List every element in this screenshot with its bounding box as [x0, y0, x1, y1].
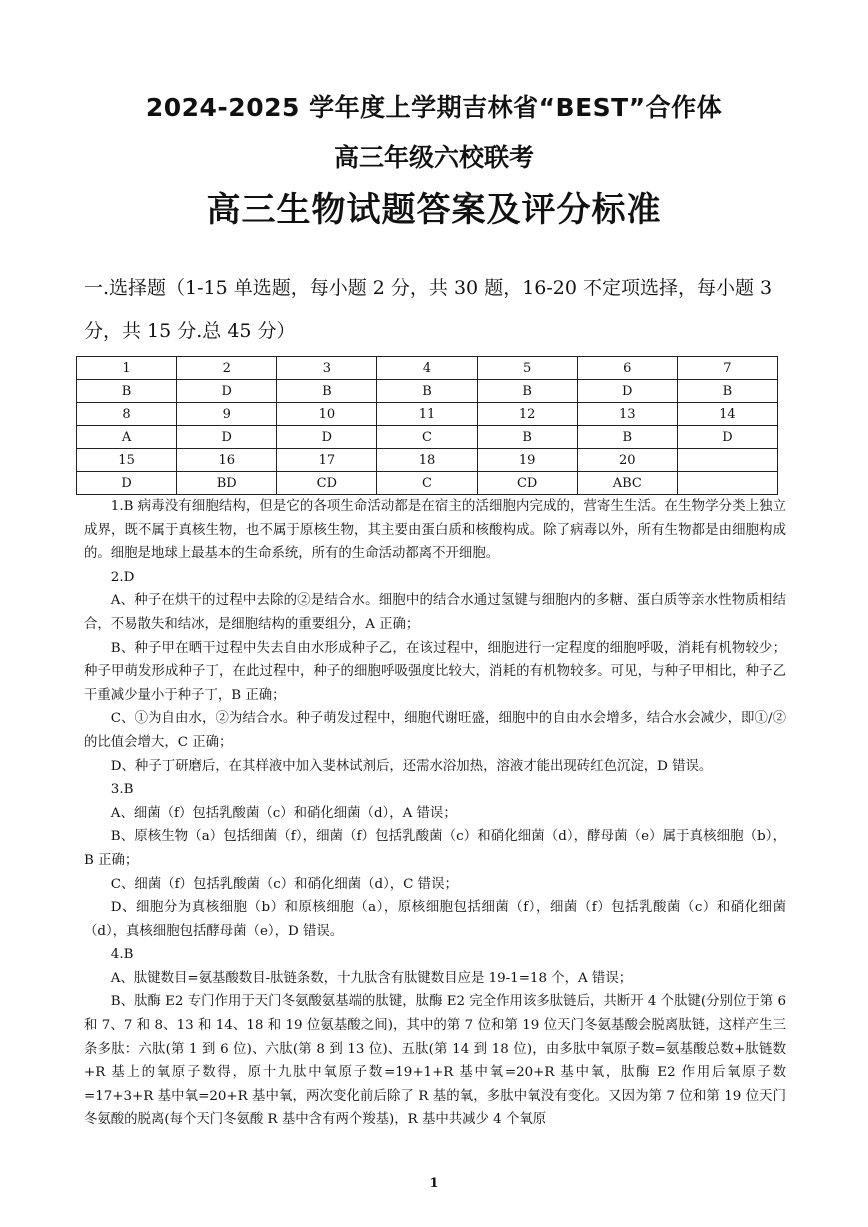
explanation-paragraph: C、细菌（f）包括乳酸菌（c）和硝化细菌（d），C 错误； — [110, 876, 458, 892]
table-cell: 5 — [477, 357, 577, 380]
table-row — [77, 426, 778, 449]
table-cell: 6 — [577, 357, 677, 380]
table-cell: B — [277, 380, 377, 403]
table-cell — [677, 449, 777, 472]
explanation-paragraph: D、细胞分为真核细胞（b）和原核细胞（a），原核细胞包括细菌（f），细菌（f）包括乳酸菌（c）和硝化细菌（d），真核细胞包括酵母菌（e），D 错误。 — [84, 900, 786, 939]
table-cell: CD — [477, 472, 577, 495]
table-cell: D — [677, 426, 777, 449]
explanation-paragraph: C、①为自由水，②为结合水。种子萌发过程中，细胞代谢旺盛，细胞中的自由水会增多，结合水会减少，即①/②的比值会增大，C 正确； — [84, 711, 786, 750]
table-cell: 11 — [377, 403, 477, 426]
table-cell: BD — [177, 472, 277, 495]
table-cell: D — [277, 426, 377, 449]
table-row — [77, 380, 778, 403]
table-cell: C — [377, 426, 477, 449]
table-cell: 14 — [677, 403, 777, 426]
question-number: 4.B — [110, 947, 134, 963]
table-cell: B — [677, 380, 777, 403]
table-cell: 4 — [377, 357, 477, 380]
table-cell: D — [177, 426, 277, 449]
table-cell: C — [377, 472, 477, 495]
table-cell: B — [477, 426, 577, 449]
table-cell: B — [77, 380, 177, 403]
explanation-paragraph: A、肽键数目=氨基酸数目-肽链条数，十九肽含有肽键数目应是 19-1=18 个，A 错误； — [110, 970, 633, 986]
page-number: 1 — [429, 1176, 439, 1191]
table-cell: 10 — [277, 403, 377, 426]
table-row — [77, 472, 778, 495]
document-title-line-2: 高三年级六校联考 — [333, 143, 534, 172]
table-cell: ABC — [577, 472, 677, 495]
table-cell: B — [577, 426, 677, 449]
table-cell: 15 — [77, 449, 177, 472]
explanation-paragraph: B、肽酶 E2 专门作用于天门冬氨酸氨基端的肽键，肽酶 E2 完全作用该多肽链后，共断开 4 个肽键(分别位于第 6 和 7、7 和 8、13 和 14、18 和 19 位氨基酸之间)，其中的第 7 位和第 19 位天门冬氨基酸会脱离肽链，这样产生三条多肽：六肽(第 1 到 6 位)、六肽(第 8 到 13 位)、五肽(第 14 到 18 位)，由多肽中氧原子数=氨基酸总数+肽链数+R 基上的氧原子数得，原十九肽中氧原子数=19+1+R 基中氧=20+R 基中氧，肽酶 E2 作用后氧原子数=17+3+R 基中氧=20+R 基中氧，两次变化前后除了 R 基的氧，多肽中氧没有变化。又因为第 7 位和第 19 位天门冬氨酸的脱离(每个天门冬氨酸 R 基中含有两个羧基)，R 基中共减少 4 个氧原 — [84, 994, 786, 1128]
table-row — [77, 449, 778, 472]
table-cell: 12 — [477, 403, 577, 426]
table-cell: B — [477, 380, 577, 403]
section-heading-line-1: 一.选择题（1-15 单选题，每小题 2 分，共 30 题，16-20 不定项选择，每小题 3 — [84, 277, 773, 299]
document-title-line-1: 2024-2025 学年度上学期吉林省“BEST”合作体 — [145, 93, 723, 122]
document-main-title: 高三生物试题答案及评分标准 — [206, 190, 662, 230]
table-cell: 1 — [77, 357, 177, 380]
table-cell: D — [77, 472, 177, 495]
table-cell: 13 — [577, 403, 677, 426]
explanation-paragraph: B、种子甲在晒干过程中失去自由水形成种子乙，在该过程中，细胞进行一定程度的细胞呼吸，消耗有机物较少；种子甲萌发形成种子丁，在此过程中，种子的细胞呼吸强度比较大，消耗的有机物较多。可见，与种子甲相比，种子乙干重减少量小于种子丁，B 正确； — [84, 640, 786, 703]
explanation-paragraph: B、原核生物（a）包括细菌（f），细菌（f）包括乳酸菌（c）和硝化细菌（d），酵母菌（e）属于真核细胞（b），B 正确； — [84, 829, 786, 868]
section-heading-line-2: 分，共 15 分.总 45 分） — [84, 320, 296, 342]
table-cell: B — [377, 380, 477, 403]
table-cell: 9 — [177, 403, 277, 426]
question-number: 2.D — [110, 569, 135, 585]
table-row — [77, 357, 778, 380]
table-cell: 7 — [677, 357, 777, 380]
explanation-paragraph: 1.B 病毒没有细胞结构，但是它的各项生命活动都是在宿主的活细胞内完成的，营寄生生活。在生物学分类上独立成界，既不属于真核生物，也不属于原核生物，其主要由蛋白质和核酸构成。除了病毒以外，所有生物都是由细胞构成的。细胞是地球上最基本的生命系统，所有的生命活动都离不开细胞。 — [84, 499, 786, 562]
table-cell: D — [177, 380, 277, 403]
table-cell: 18 — [377, 449, 477, 472]
table-cell: 19 — [477, 449, 577, 472]
answer-table — [76, 356, 778, 495]
table-cell: 20 — [577, 449, 677, 472]
explanation-paragraph: D、种子丁研磨后，在其样液中加入斐林试剂后，还需水浴加热，溶液才能出现砖红色沉淀，D 错误。 — [110, 758, 713, 774]
table-cell: 17 — [277, 449, 377, 472]
explanation-paragraph: A、细菌（f）包括乳酸菌（c）和硝化细菌（d），A 错误； — [110, 805, 457, 821]
table-cell: 8 — [77, 403, 177, 426]
question-number: 3.B — [110, 782, 134, 798]
table-cell: D — [577, 380, 677, 403]
table-cell: 3 — [277, 357, 377, 380]
table-cell — [677, 472, 777, 495]
explanation-paragraph: A、种子在烘干的过程中去除的②是结合水。细胞中的结合水通过氢键与细胞内的多糖、蛋白质等亲水性物质相结合，不易散失和结冰，是细胞结构的重要组分，A 正确； — [84, 593, 786, 632]
table-cell: CD — [277, 472, 377, 495]
table-cell: 2 — [177, 357, 277, 380]
answer-explanations — [84, 495, 786, 1132]
table-cell: 16 — [177, 449, 277, 472]
table-row — [77, 403, 778, 426]
table-cell: A — [77, 426, 177, 449]
